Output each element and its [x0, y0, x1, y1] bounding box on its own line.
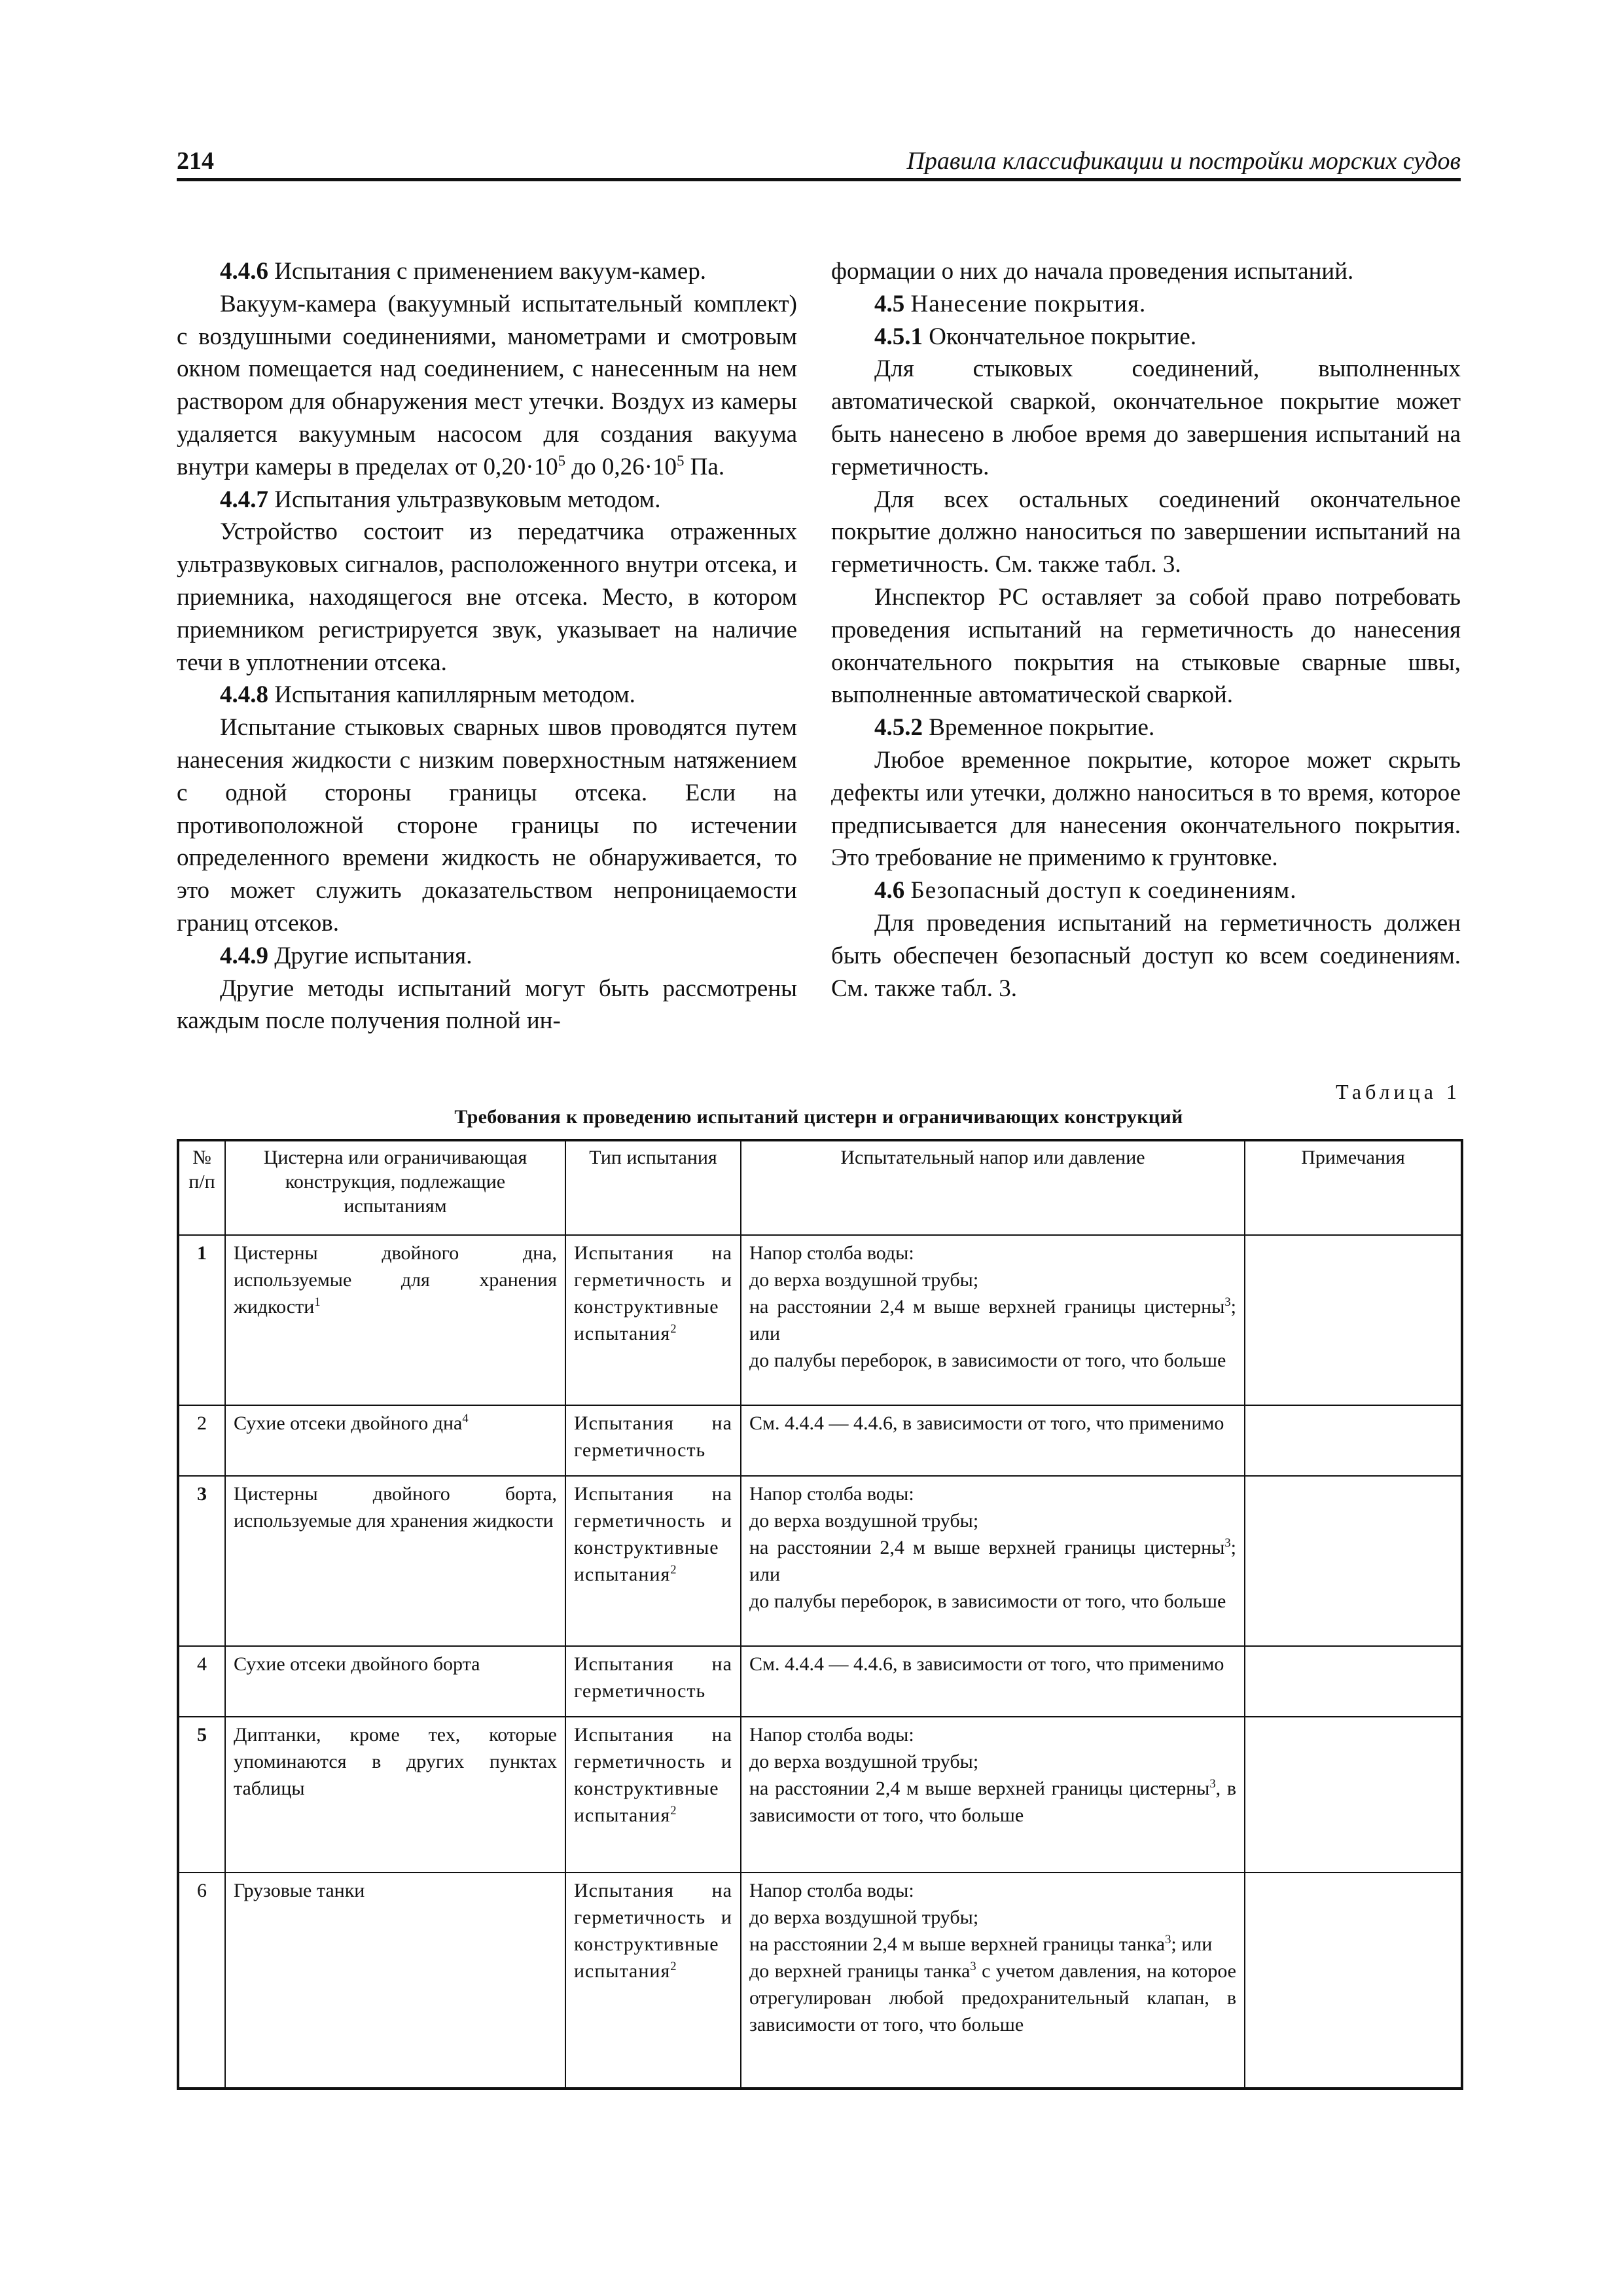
- row-number: 6: [178, 1873, 225, 2089]
- row-notes: [1245, 1873, 1462, 2089]
- row-head: См. 4.4.4 — 4.4.6, в зависимости от того, что применимо: [741, 1405, 1245, 1476]
- footnote-ref: 2: [670, 1322, 677, 1336]
- section-4-4-7-heading: [177, 484, 797, 516]
- table-label: Таблица 1: [1336, 1080, 1461, 1103]
- section-4-4-7-text: Устройство состоит из передатчика отраженных ультразвуковых сигналов, расположенного внутри отсека, и приемника, находящегося вне отсека. Место, в котором приемником регистрируется звук, указывает на наличие течи в уплотнении отсека.: [177, 518, 797, 676]
- column-header-test-type: Тип испытания: [565, 1140, 741, 1235]
- column-header-num: № п/п: [178, 1140, 225, 1235]
- section-number: 4.4.8: [220, 681, 268, 709]
- section-4-4-8-text: Испытание стыковых сварных швов проводятся путем нанесения жидкости с низким поверхностным натяжением с одной стороны границы отсека. Если на противоположной стороне границы по истечении определенного времени жидкость не обнаруживается, то это может служить доказательством непроницаемости границ отсеков.: [177, 714, 797, 937]
- section-title: Временное покрытие.: [929, 714, 1155, 742]
- row-test-type: [565, 1235, 741, 1405]
- cell-text: ; или: [749, 1537, 1236, 1585]
- section-4-5-2-text: Любое временное покрытие, которое может скрыть дефекты или утечки, должно наноситься в то время, которое предписывается для нанесения окончательного покрытия. Это требование не применимо к грунтовке.: [831, 746, 1461, 872]
- table-row: [178, 1873, 1462, 2089]
- section-4-4-9-heading: [177, 940, 797, 973]
- section-4-5-1-text-3: Инспектор РС оставляет за собой право потребовать проведения испытаний на герметичность до нанесения окончательного покрытия на стыковые сварные швы, выполненные автоматической сваркой.: [831, 583, 1461, 709]
- cell-text: на расстоянии 2,4 м выше верхней границы цистерны: [749, 1537, 1225, 1558]
- section-number: 4.4.6: [220, 258, 268, 285]
- row-test-type: [565, 1873, 741, 2089]
- footnote-ref: 3: [970, 1960, 976, 1973]
- cell-text: на расстоянии 2,4 м выше верхней границы цистерны: [749, 1296, 1225, 1318]
- table-header-row: [178, 1140, 1462, 1235]
- footnote-ref: 2: [670, 1563, 677, 1577]
- footnote-ref: 2: [670, 1960, 677, 1973]
- paragraph-text: Па.: [684, 453, 725, 480]
- section-number: 4.5.2: [874, 714, 923, 742]
- row-notes: [1245, 1476, 1462, 1646]
- cell-line: до верха воздушной трубы;: [749, 1510, 979, 1532]
- row-head: [741, 1235, 1245, 1405]
- row-number: 5: [178, 1717, 225, 1873]
- section-title: Другие испытания.: [274, 942, 473, 969]
- row-test-type: [565, 1476, 741, 1646]
- footnote-ref: 1: [314, 1295, 321, 1309]
- section-title: Испытания капиллярным методом.: [274, 681, 635, 709]
- cell-line: до палубы переборок, в зависимости от того, что больше: [749, 1590, 1226, 1612]
- cell-text: на расстоянии 2,4 м выше верхней границы танка: [749, 1933, 1166, 1955]
- footnote-ref: 2: [670, 1804, 677, 1818]
- cell-line: [749, 1931, 1236, 1958]
- column-header-head: Испытательный напор или давление: [741, 1140, 1245, 1235]
- row-structure: Сухие отсеки двойного борта: [225, 1646, 565, 1717]
- section-title: Безопасный доступ к соединениям.: [910, 877, 1297, 905]
- cell-text: ; или: [1171, 1933, 1213, 1955]
- section-4-4-6-heading: [177, 255, 797, 288]
- cell-text: ; или: [749, 1296, 1236, 1344]
- paragraph-text: Вакуум-камера (вакуумный испытательный комплект) с воздушными соединениями, манометрами и смотровым окном помещается над соединением, с нанесенным на нем раствором для обнаружения мест утечки. Воздух из камеры удаляется вакуумным насосом для создания вакуума внутри камеры в пределах от 0,20·10: [177, 290, 797, 480]
- section-4-6-text: Для проведения испытаний на герметичность должен быть обеспечен безопасный доступ ко всем соединениям. См. также табл. 3.: [831, 909, 1461, 1002]
- section-title: Испытания ультразвуковым методом.: [274, 486, 661, 513]
- cell-line: [749, 1775, 1236, 1829]
- cell-line: [749, 1293, 1236, 1347]
- row-number: 2: [178, 1405, 225, 1476]
- row-structure: Цистерны двойного борта, используемые для хранения жидкости: [225, 1476, 565, 1646]
- requirements-table: [177, 1139, 1463, 2090]
- section-4-5-1-text-2: Для всех остальных соединений окончательное покрытие должно наноситься по завершении испытаний на герметичность. См. также табл. 3.: [831, 486, 1461, 579]
- row-structure: [225, 1235, 565, 1405]
- row-number: 4: [178, 1646, 225, 1717]
- row-notes: [1245, 1405, 1462, 1476]
- cell-line: Напор столба воды:: [749, 1880, 914, 1901]
- footnote-ref: 3: [1224, 1536, 1231, 1550]
- row-head: [741, 1476, 1245, 1646]
- section-number: 4.5.1: [874, 323, 923, 350]
- row-structure: Грузовые танки: [225, 1873, 565, 2089]
- continuation-text: формации о них до начала проведения испытаний.: [831, 258, 1354, 285]
- section-number: 4.6: [874, 877, 905, 905]
- row-notes: [1245, 1235, 1462, 1405]
- row-structure: [225, 1405, 565, 1476]
- footnote-ref: 3: [1224, 1295, 1231, 1309]
- header-rule: [177, 178, 1461, 181]
- row-number: 3: [178, 1476, 225, 1646]
- section-number: 4.4.9: [220, 942, 268, 969]
- table-row: [178, 1476, 1462, 1646]
- cell-text: Испытания на герметичность и конструктивные испытания: [574, 1242, 732, 1344]
- cell-line: [749, 1958, 1236, 2038]
- table-row: [178, 1235, 1462, 1405]
- section-title: Испытания с применением вакуум-камер.: [274, 258, 707, 285]
- running-header: [177, 147, 1461, 181]
- section-number: 4.5: [874, 290, 905, 317]
- table-row: [178, 1405, 1462, 1476]
- cell-text: до верхней границы танка: [749, 1960, 971, 1982]
- cell-text: Испытания на герметичность и конструктивные испытания: [574, 1880, 732, 1982]
- cell-text: Цистерны двойного дна, используемые для хранения жидкости: [234, 1242, 557, 1318]
- paragraph-text: до 0,26·10: [565, 453, 677, 480]
- row-notes: [1245, 1646, 1462, 1717]
- cell-text: Сухие отсеки двойного дна: [234, 1412, 463, 1434]
- row-head: [741, 1717, 1245, 1873]
- cell-text: Испытания на герметичность и конструктивные испытания: [574, 1483, 732, 1585]
- right-column: [831, 255, 1461, 1005]
- section-title: Нанесение покрытия.: [910, 290, 1147, 317]
- cell-line: Напор столба воды:: [749, 1483, 914, 1505]
- row-head: См. 4.4.4 — 4.4.6, в зависимости от того, что применимо: [741, 1646, 1245, 1717]
- section-4-5-1-heading: [831, 321, 1461, 353]
- cell-line: до палубы переборок, в зависимости от того, что больше: [749, 1350, 1226, 1371]
- footnote-ref: 3: [1209, 1777, 1216, 1791]
- left-column: [177, 255, 797, 1037]
- cell-line: до верха воздушной трубы;: [749, 1269, 979, 1291]
- exponent: 5: [676, 452, 685, 469]
- section-4-5-heading: [831, 288, 1461, 321]
- cell-text: , в зависимости от того, что больше: [749, 1778, 1236, 1826]
- row-head: [741, 1873, 1245, 2089]
- section-number: 4.4.7: [220, 486, 268, 513]
- exponent: 5: [558, 452, 566, 469]
- cell-line: Напор столба воды:: [749, 1724, 914, 1746]
- cell-text: Испытания на герметичность и конструктивные испытания: [574, 1724, 732, 1826]
- footnote-ref: 4: [462, 1412, 469, 1426]
- section-4-5-2-heading: [831, 711, 1461, 744]
- row-test-type: Испытания на герметичность: [565, 1646, 741, 1717]
- cell-line: до верха воздушной трубы;: [749, 1907, 979, 1928]
- cell-line: Напор столба воды:: [749, 1242, 914, 1264]
- row-test-type: Испытания на герметичность: [565, 1405, 741, 1476]
- section-4-5-1-text-1: Для стыковых соединений, выполненных автоматической сваркой, окончательное покрытие может быть нанесено в любое время до завершения испытаний на герметичность.: [831, 355, 1461, 480]
- row-structure: Диптанки, кроме тех, которые упоминаются в других пунктах таблицы: [225, 1717, 565, 1873]
- cell-line: [749, 1534, 1236, 1588]
- row-number: 1: [178, 1235, 225, 1405]
- section-4-6-heading: [831, 874, 1461, 907]
- running-title: Правила классификации и постройки морских судов: [906, 147, 1461, 175]
- column-header-structure: Цистерна или ограничивающая конструкция, подлежащие испытаниям: [225, 1140, 565, 1235]
- table-row: [178, 1646, 1462, 1717]
- table-row: [178, 1717, 1462, 1873]
- row-test-type: [565, 1717, 741, 1873]
- cell-line: до верха воздушной трубы;: [749, 1751, 979, 1772]
- footnote-ref: 3: [1165, 1933, 1171, 1946]
- table-title: Требования к проведению испытаний цистерн и ограничивающих конструкций: [454, 1106, 1183, 1128]
- column-header-notes: Примечания: [1245, 1140, 1462, 1235]
- page-number: 214: [177, 147, 214, 175]
- cell-text: с учетом давления, на которое отрегулирован любой предохранительный клапан, в зависимости от того, что больше: [749, 1960, 1236, 2036]
- section-4-4-8-heading: [177, 679, 797, 711]
- section-4-4-6-text: [177, 288, 797, 484]
- section-title: Окончательное покрытие.: [929, 323, 1197, 350]
- cell-text: на расстоянии 2,4 м выше верхней границы цистерны: [749, 1778, 1210, 1799]
- section-4-4-9-text: Другие методы испытаний могут быть рассмотрены каждым после получения полной ин-: [177, 975, 797, 1035]
- row-notes: [1245, 1717, 1462, 1873]
